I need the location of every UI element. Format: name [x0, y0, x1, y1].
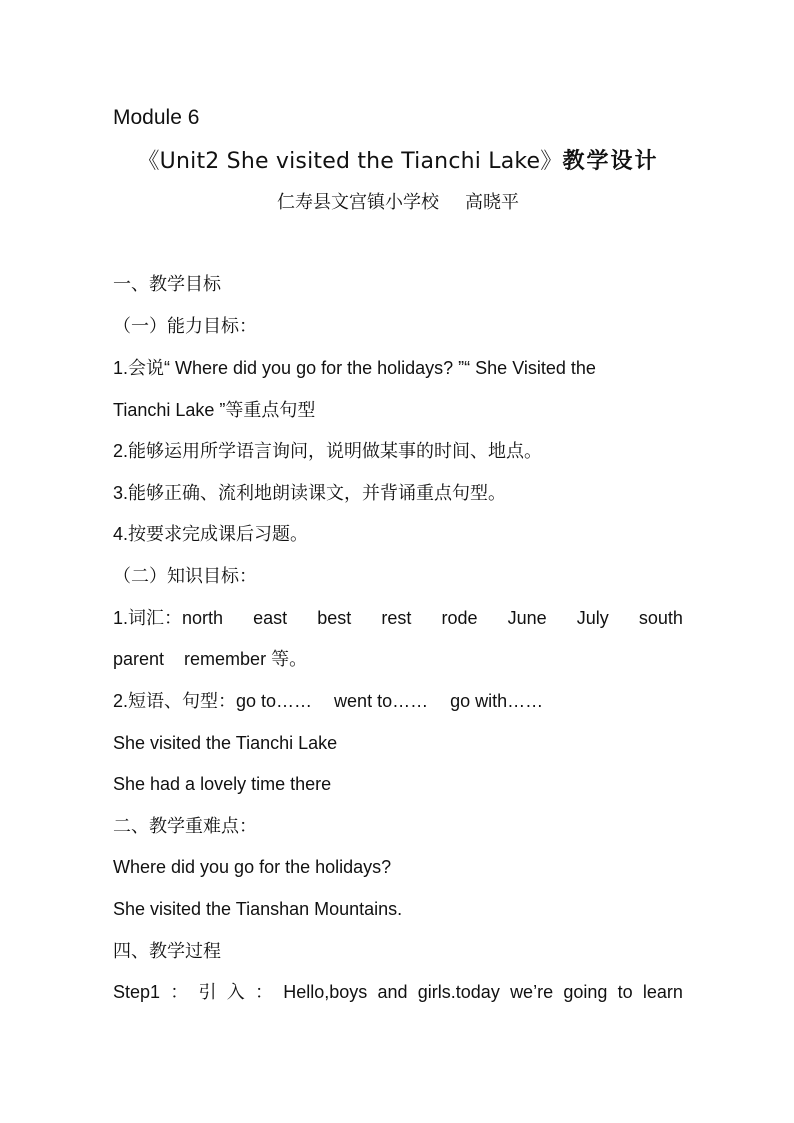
step1-word: 引: [198, 982, 217, 1002]
step1-word: going: [563, 982, 608, 1002]
step1-word: 入: [226, 982, 245, 1002]
step1-word: and: [377, 982, 408, 1002]
school-name: 仁寿县文宫镇小学校: [277, 192, 439, 212]
ability-item-2: 2.能够运用所学语言询问，说明做某事的时间、地点。: [113, 441, 543, 461]
section-heading-key-points: 二、教学重难点：: [113, 816, 257, 836]
step1-word: Hello,boys: [283, 982, 368, 1002]
lesson-title-english: 《Unit2 She visited the Tianchi Lake》: [137, 149, 563, 174]
step1-word: to: [617, 982, 633, 1002]
vocab-word: July: [576, 608, 609, 628]
vocab-word: rest: [381, 608, 412, 628]
step1-word: ：: [254, 982, 273, 1002]
lesson-title-chinese: 教学设计: [562, 148, 659, 174]
phrase-item: go with……: [450, 691, 544, 711]
author-name: 高晓平: [465, 192, 519, 212]
step1-word: ：: [170, 982, 189, 1002]
vocab-word: 1.词汇：north: [113, 608, 224, 628]
vocab-word: south: [638, 608, 683, 628]
step1-word: Step1: [113, 982, 161, 1002]
section-heading-objectives: 一、教学目标: [113, 274, 221, 294]
key-point-2: She visited the Tianshan Mountains.: [113, 899, 403, 919]
step1-word: learn: [642, 982, 683, 1002]
module-label: Module 6: [113, 106, 200, 129]
phrase-item: 2.短语、句型：go to……: [113, 691, 313, 711]
phrases-line: [113, 689, 683, 713]
vocab-word: best: [317, 608, 352, 628]
ability-item-1: 1.会说“ Where did you go for the holidays? ”“ She Visited the: [113, 358, 596, 378]
vocabulary-line-continued: [113, 647, 683, 671]
ability-item-4: 4.按要求完成课后习题。: [113, 524, 309, 544]
vocab-word: parent: [113, 649, 165, 669]
step1-word: girls.today: [417, 982, 500, 1002]
ability-item-1-continued: Tianchi Lake ”等重点句型: [113, 400, 316, 420]
vocab-word: rode: [441, 608, 478, 628]
sentence-pattern-1: She visited the Tianchi Lake: [113, 733, 338, 753]
lesson-title: [113, 146, 683, 177]
vocab-word: June: [507, 608, 547, 628]
vocab-word: remember 等。: [184, 649, 308, 669]
section-heading-process: 四、教学过程: [113, 941, 221, 961]
subheading-knowledge: （二）知识目标：: [113, 566, 257, 586]
vocab-word: east: [253, 608, 288, 628]
key-point-1: Where did you go for the holidays?: [113, 857, 392, 877]
step1-word: we’re: [510, 982, 554, 1002]
step1-line: [113, 980, 683, 1004]
sentence-pattern-2: She had a lovely time there: [113, 774, 332, 794]
subheading-ability: （一）能力目标：: [113, 316, 257, 336]
vocabulary-line: [113, 606, 683, 630]
author-line: [113, 190, 683, 214]
phrase-item: went to……: [334, 691, 429, 711]
ability-item-3: 3.能够正确、流利地朗读课文，并背诵重点句型。: [113, 483, 507, 503]
